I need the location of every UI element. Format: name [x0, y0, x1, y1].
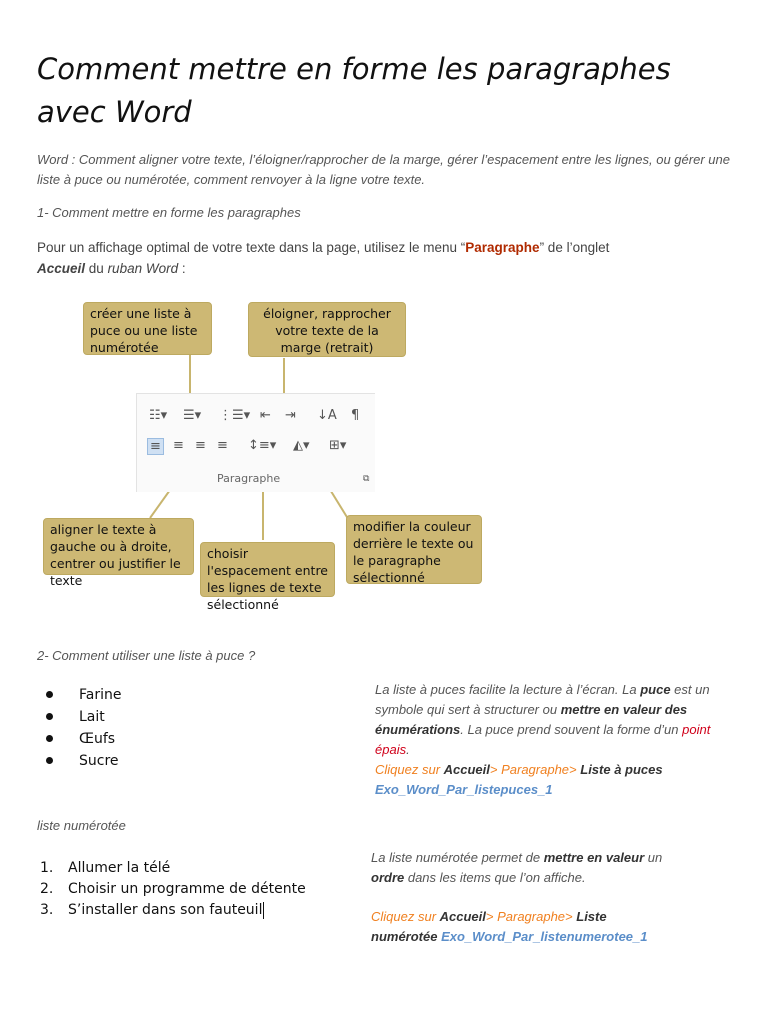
- dialog-launcher-icon[interactable]: ⧉: [363, 474, 370, 484]
- bullet-icon: [46, 735, 53, 742]
- callout-lists: créer une liste à puce ou une liste numérotée: [83, 302, 212, 355]
- numbered-description: La liste numérotée permet de mettre en valeur un ordre dans les items que l’on affiche.: [371, 850, 663, 885]
- increase-indent-icon[interactable]: ⇥: [285, 408, 296, 423]
- list-item: Lait: [40, 706, 121, 728]
- callout-indent: éloigner, rapprocher votre texte de la marge (retrait): [248, 302, 406, 357]
- align-right-icon[interactable]: ≡: [195, 438, 206, 453]
- pilcrow-icon[interactable]: ¶: [351, 408, 360, 423]
- bullet-description: La liste à puces facilite la lecture à l’écran. La puce est un symbole qui sert à structurer ou mettre en valeur des énumérations. La puce prend souvent la forme d’un point épais.: [375, 682, 711, 757]
- callout-align: aligner le texte à gauche ou à droite, centrer ou justifier le texte: [43, 518, 194, 575]
- justify-icon[interactable]: ≡: [217, 438, 228, 453]
- exercise-link[interactable]: Exo_Word_Par_listepuces_1: [375, 782, 553, 797]
- ribbon-paragraph-group: [136, 393, 375, 492]
- list-item: 3. S’installer dans son fauteuil: [40, 902, 263, 918]
- tab-accueil: Accueil: [37, 261, 86, 276]
- bullet-list-icon[interactable]: ☷▾: [149, 408, 168, 423]
- multilevel-list-icon[interactable]: ⋮☰▾: [219, 408, 251, 423]
- callout-shading: modifier la couleur derrière le texte ou le paragraphe sélectionné: [346, 515, 482, 584]
- list-item: Œufs: [40, 728, 121, 750]
- line-spacing-icon[interactable]: ↕≡▾: [248, 438, 277, 453]
- section3-heading: liste numérotée: [37, 818, 126, 833]
- shading-icon[interactable]: ◭▾: [293, 438, 310, 453]
- borders-icon[interactable]: ⊞▾: [329, 438, 347, 453]
- sort-icon[interactable]: ↓A: [317, 408, 337, 423]
- intro-text: Word : Comment aligner votre texte, l’éloigner/rapprocher de la marge, gérer l’espacement entre les lignes, ou gérer une liste à puce ou numérotée, comment renvoyer à la ligne votre texte.: [37, 152, 730, 187]
- menu-paragraphe: Paragraphe: [465, 240, 540, 255]
- bullet-icon: [46, 691, 53, 698]
- bullet-list: [40, 684, 121, 772]
- section1-paragraph: Pour un affichage optimal de votre texte dans la page, utilisez le menu “Paragraphe” de l’onglet Accueil du ruban Word :: [37, 240, 610, 276]
- ribbon-label: Paragraphe: [217, 472, 281, 485]
- align-left-icon[interactable]: ≡: [147, 438, 164, 455]
- numbered-instructions: Cliquez sur Accueil> Paragraphe> Liste numérotée Exo_Word_Par_listenumerotee_1: [371, 909, 648, 944]
- bullet-icon: [46, 757, 53, 764]
- list-item: Farine: [40, 684, 121, 706]
- bullet-icon: [46, 713, 53, 720]
- section1-heading: 1- Comment mettre en forme les paragraphes: [37, 205, 301, 220]
- list-item: 1. Allumer la télé: [40, 860, 171, 876]
- list-item: 2. Choisir un programme de détente: [40, 881, 306, 897]
- text-cursor: [263, 902, 264, 919]
- list-item: Sucre: [40, 750, 121, 772]
- section2-heading: 2- Comment utiliser une liste à puce ?: [37, 648, 256, 663]
- callout-spacing: choisir l'espacement entre les lignes de texte sélectionné: [200, 542, 335, 597]
- decrease-indent-icon[interactable]: ⇤: [260, 408, 271, 423]
- exercise-link[interactable]: Exo_Word_Par_listenumerotee_1: [441, 929, 648, 944]
- bullet-instructions: Cliquez sur Accueil> Paragraphe> Liste à puces Exo_Word_Par_listepuces_1: [375, 762, 663, 797]
- page-title: Comment mettre en forme les paragraphes avec Word: [37, 52, 671, 129]
- align-center-icon[interactable]: ≡: [173, 438, 184, 453]
- numbered-list-icon[interactable]: ☰▾: [183, 408, 202, 423]
- numbered-list: [40, 858, 306, 921]
